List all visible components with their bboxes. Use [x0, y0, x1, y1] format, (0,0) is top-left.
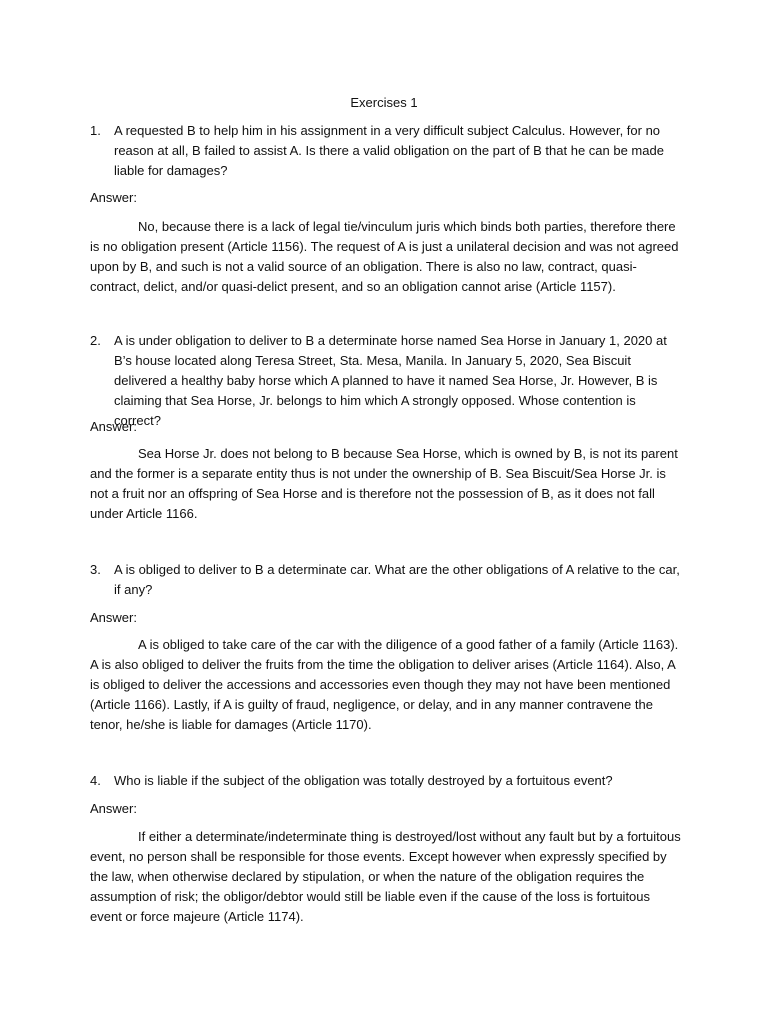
answer-label: Answer:	[90, 190, 137, 205]
question-4	[90, 771, 684, 791]
question-1	[90, 121, 684, 181]
question-number: 1.	[90, 123, 101, 138]
question-text: A is under obligation to deliver to B a determinate horse named Sea Horse in January 1, 2020 at B’s house located along Teresa Street, Sta. Mesa, Manila. In January 5, 2020, Sea Biscuit delivered a healthy baby horse which A planned to have it named Sea Horse, Jr. However, B is claiming that Sea Horse, Jr. belongs to him which A strongly opposed. Whose contention is correct?	[114, 333, 667, 428]
question-text: A requested B to help him in his assignment in a very difficult subject Calculus. However, for no reason at all, B failed to assist A. Is there a valid obligation on the part of B that he can be made liable for damages?	[114, 123, 664, 178]
answer-4: If either a determinate/indeterminate thing is destroyed/lost without any fault but by a fortuitous event, no person shall be responsible for those events. Except however when expressly specified by the law, when otherwise declared by stipulation, or when the nature of the obligation requires the assumption of risk; the obligor/debtor would still be liable even if the cause of the loss is fortuitous event or force majeure (Article 1174).	[90, 829, 681, 924]
question-3	[90, 560, 684, 600]
question-text: A is obliged to deliver to B a determinate car. What are the other obligations of A relative to the car, if any?	[114, 562, 680, 597]
answer-2: Sea Horse Jr. does not belong to B because Sea Horse, which is owned by B, is not its parent and the former is a separate entity thus is not under the ownership of B. Sea Biscuit/Sea Horse Jr. is not a fruit nor an offspring of Sea Horse and is therefore not the possession of B, as it does not fall under Article 1166.	[90, 446, 678, 521]
answer-1: No, because there is a lack of legal tie/vinculum juris which binds both parties, therefore there is no obligation present (Article 1156). The request of A is just a unilateral decision and was not agreed upon by B, and such is not a valid source of an obligation. There is also no law, contract, quasi-contract, delict, and/or quasi-delict present, and so an obligation cannot arise (Article 1157).	[90, 219, 679, 294]
answer-label: Answer:	[90, 419, 137, 434]
question-2	[90, 331, 684, 431]
question-text: Who is liable if the subject of the obligation was totally destroyed by a fortuitous event?	[114, 773, 613, 788]
answer-label: Answer:	[90, 610, 137, 625]
answer-label: Answer:	[90, 801, 137, 816]
answer-3: A is obliged to take care of the car with the diligence of a good father of a family (Article 1163). A is also obliged to deliver the fruits from the time the obligation to deliver arises (Article 1164). Also, A is obliged to deliver the accessions and accessories even though they may not have been mentioned (Article 1166). Lastly, if A is guilty of fraud, negligence, or delay, and in any manner contravene the tenor, he/she is liable for damages (Article 1170).	[90, 637, 679, 732]
question-number: 4.	[90, 773, 101, 788]
document-title: Exercises 1	[350, 95, 418, 110]
question-number: 2.	[90, 333, 101, 348]
question-number: 3.	[90, 562, 101, 577]
